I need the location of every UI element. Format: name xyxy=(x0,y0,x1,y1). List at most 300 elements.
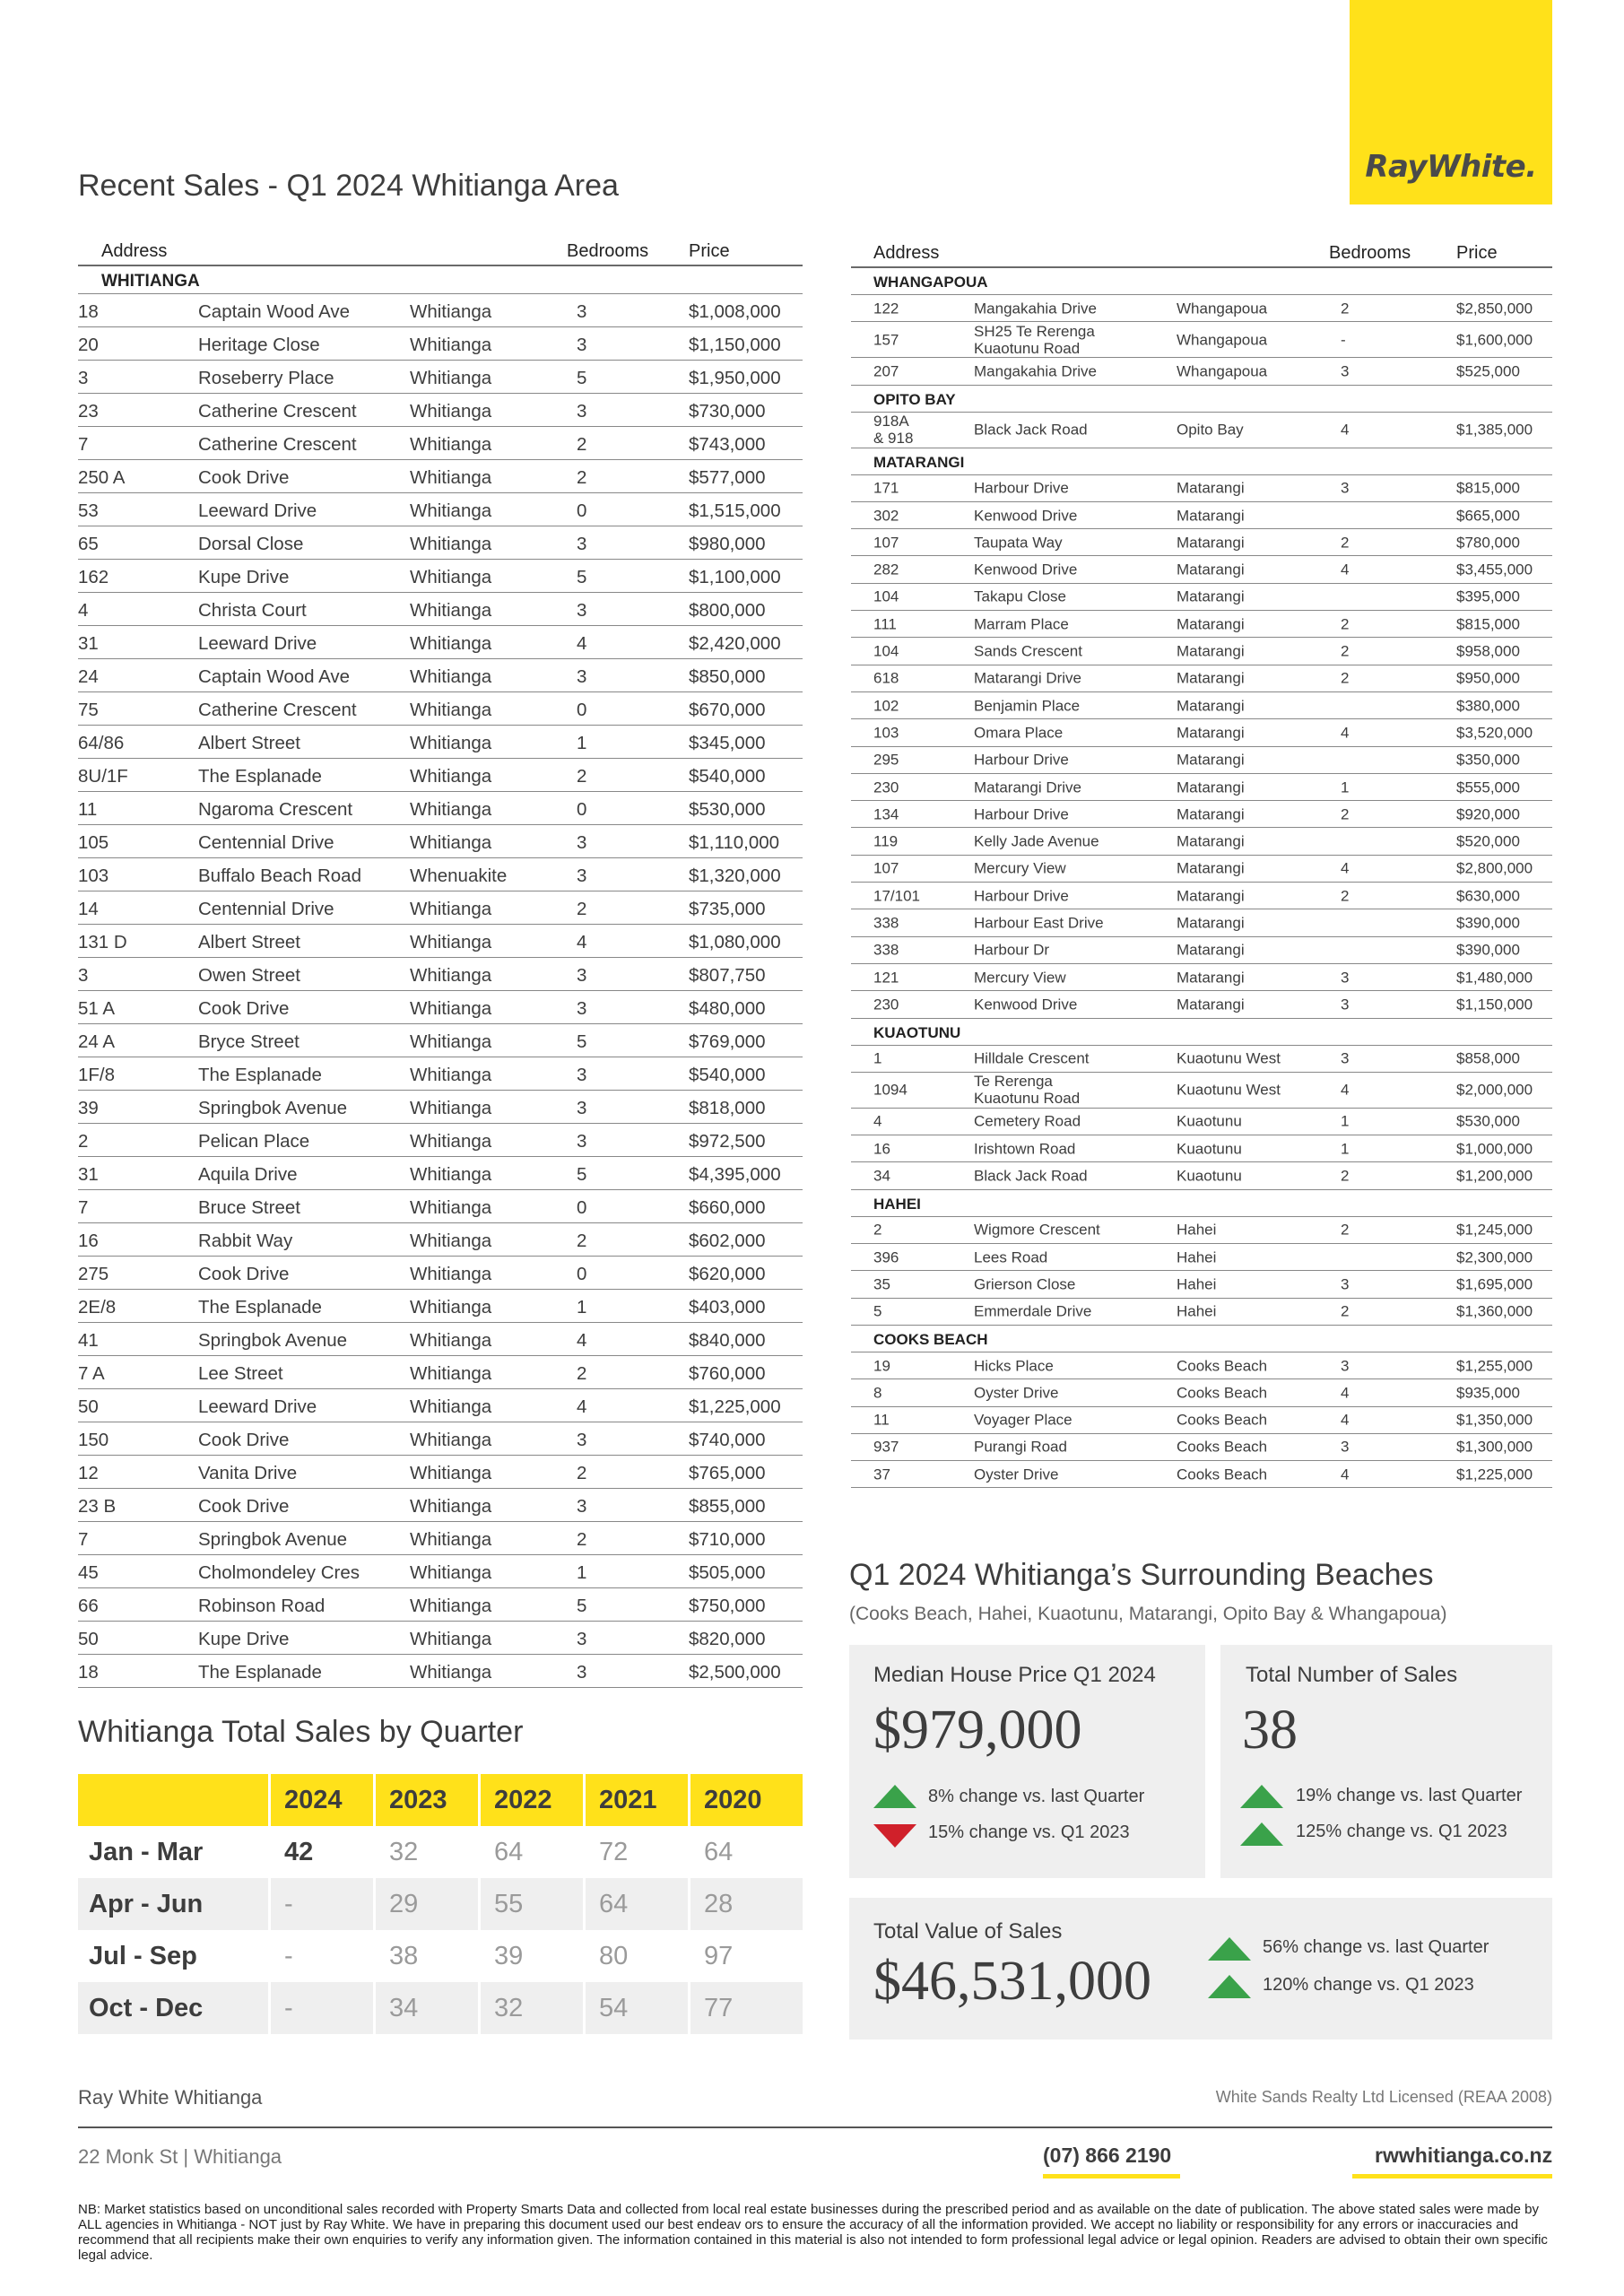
address-number: 121 xyxy=(873,969,899,987)
price: $1,255,000 xyxy=(1456,1357,1533,1375)
street-name: Irishtown Road xyxy=(974,1140,1076,1158)
count-value: 38 xyxy=(1242,1700,1298,1761)
price: $765,000 xyxy=(689,1463,766,1483)
street-name: Springbok Avenue xyxy=(198,1330,348,1351)
count-change-quarter: 19% change vs. last Quarter xyxy=(1296,1786,1523,1805)
footer-website: rwwhitianga.co.nz xyxy=(1375,2144,1553,2167)
address-number: 18 xyxy=(78,1662,99,1683)
bedrooms: 0 xyxy=(577,700,587,720)
total-value: $46,531,000 xyxy=(873,1951,1151,2012)
table-row xyxy=(851,774,1552,801)
address-number: 3 xyxy=(78,368,89,388)
table-row xyxy=(78,958,803,991)
bedrooms: 3 xyxy=(1341,362,1350,380)
quarter-value: 34 xyxy=(389,1994,419,2022)
price: $740,000 xyxy=(689,1430,766,1450)
suburb: Whitianga xyxy=(410,500,492,521)
price: $390,000 xyxy=(1456,914,1520,932)
suburb: Whitianga xyxy=(410,600,492,621)
total-label: Total Value of Sales xyxy=(873,1919,1063,1944)
suburb: Whitianga xyxy=(410,1496,492,1517)
suburb: Whitianga xyxy=(410,1297,492,1318)
table-row xyxy=(851,856,1552,883)
street-name: Mercury View xyxy=(974,969,1066,987)
table-row xyxy=(78,427,803,460)
bedrooms: 3 xyxy=(577,666,587,687)
address-number: 338 xyxy=(873,941,899,959)
suburb: Whitianga xyxy=(410,700,492,720)
suburb: Whitianga xyxy=(410,1430,492,1450)
suburb: Whitianga xyxy=(410,301,492,322)
table-row xyxy=(78,626,803,659)
suburb: Matarangi xyxy=(1177,832,1245,850)
quarter-value: 80 xyxy=(599,1942,629,1970)
street-name: Cook Drive xyxy=(198,1430,290,1450)
table-row xyxy=(851,1046,1552,1073)
price: $1,080,000 xyxy=(689,932,781,952)
price: $1,350,000 xyxy=(1456,1411,1533,1429)
address-number: 11 xyxy=(78,799,98,820)
bedrooms: 4 xyxy=(1341,561,1350,578)
quarter-value: 64 xyxy=(599,1890,629,1918)
street-name: Omara Place xyxy=(974,724,1064,742)
street-name: Harbour Dr xyxy=(974,941,1050,959)
street-name: Emmerdale Drive xyxy=(974,1302,1092,1320)
street-name: The Esplanade xyxy=(198,766,322,787)
suburb: Kuaotunu xyxy=(1177,1167,1242,1185)
column-divider xyxy=(583,1774,586,2034)
street-name: Ngaroma Crescent xyxy=(198,799,353,820)
suburb: Whitianga xyxy=(410,1529,492,1550)
suburb: Kuaotunu xyxy=(1177,1140,1242,1158)
quarter-table-title: Whitianga Total Sales by Quarter xyxy=(78,1715,524,1749)
table-row xyxy=(78,1091,803,1124)
price: $815,000 xyxy=(1456,615,1520,633)
table-row xyxy=(851,665,1552,692)
street-name: Marram Place xyxy=(974,615,1069,633)
street-name: Benjamin Place xyxy=(974,697,1081,715)
street-name: Kenwood Drive xyxy=(974,561,1078,578)
address-number: 107 xyxy=(873,859,899,877)
total-change-year: 120% change vs. Q1 2023 xyxy=(1263,1975,1474,1995)
address-number: 16 xyxy=(78,1231,99,1251)
bedrooms: 5 xyxy=(577,368,587,388)
brand-logo-box xyxy=(1350,0,1552,204)
table-row xyxy=(851,1461,1552,1488)
bedrooms: 4 xyxy=(577,633,587,654)
address-number: 119 xyxy=(873,832,899,850)
price: $980,000 xyxy=(689,534,766,554)
street-name: Matarangi Drive xyxy=(974,669,1081,687)
bedrooms: 3 xyxy=(1341,479,1350,497)
address-number: 66 xyxy=(78,1596,99,1616)
address-number: 162 xyxy=(78,567,109,587)
price: $3,455,000 xyxy=(1456,561,1533,578)
street-name: Mangakahia Drive xyxy=(974,362,1098,380)
price: $480,000 xyxy=(689,998,766,1019)
price: $972,500 xyxy=(689,1131,766,1152)
suburb: Kuaotunu xyxy=(1177,1112,1242,1130)
street-name: Takapu Close xyxy=(974,587,1067,605)
street-name: Aquila Drive xyxy=(198,1164,298,1185)
bedrooms: 3 xyxy=(1341,1049,1350,1067)
table-row xyxy=(851,692,1552,719)
address-number: 65 xyxy=(78,534,99,554)
header-bedrooms: Bedrooms xyxy=(1329,243,1411,263)
price: $710,000 xyxy=(689,1529,766,1550)
bedrooms: 3 xyxy=(1341,969,1350,987)
down-arrow-icon xyxy=(873,1824,916,1848)
quarter-sales-table xyxy=(78,1774,803,2034)
bedrooms: 2 xyxy=(577,1231,587,1251)
bedrooms: 2 xyxy=(1341,642,1350,660)
bedrooms: - xyxy=(1341,331,1346,349)
street-name: Kenwood Drive xyxy=(974,996,1078,1013)
table-row xyxy=(851,964,1552,991)
street-name: Harbour Drive xyxy=(974,805,1069,823)
street-name: Buffalo Beach Road xyxy=(198,865,361,886)
table-row xyxy=(851,909,1552,936)
suburb: Whitianga xyxy=(410,1396,492,1417)
price: $345,000 xyxy=(689,733,766,753)
bedrooms: 2 xyxy=(577,1363,587,1384)
column-divider xyxy=(373,1774,376,2034)
bedrooms: 3 xyxy=(1341,1438,1350,1456)
table-row xyxy=(851,556,1552,583)
address-number: 103 xyxy=(873,724,899,742)
table-row xyxy=(78,1057,803,1091)
address-number: 295 xyxy=(873,751,899,769)
bedrooms: 3 xyxy=(577,998,587,1019)
table-row xyxy=(851,358,1552,385)
price: $390,000 xyxy=(1456,941,1520,959)
suburb: Whitianga xyxy=(410,633,492,654)
suburb: Matarangi xyxy=(1177,751,1245,769)
street-name: Hicks Place xyxy=(974,1357,1054,1375)
table-row xyxy=(851,584,1552,611)
suburb: Matarangi xyxy=(1177,996,1245,1013)
street-name: Cook Drive xyxy=(198,998,290,1019)
quarter-value: 77 xyxy=(704,1994,734,2022)
suburb: Matarangi xyxy=(1177,507,1245,525)
quarter-value: 55 xyxy=(494,1890,524,1918)
table-row xyxy=(78,1157,803,1190)
up-arrow-icon xyxy=(1208,1937,1251,1961)
address-number: 134 xyxy=(873,805,899,823)
section-heading xyxy=(851,448,1552,475)
bedrooms: 0 xyxy=(577,1197,587,1218)
address-number: 24 xyxy=(78,666,99,687)
table-row xyxy=(851,1217,1552,1244)
table-row xyxy=(78,991,803,1024)
price: $769,000 xyxy=(689,1031,766,1052)
street-name: The Esplanade xyxy=(198,1662,322,1683)
price: $395,000 xyxy=(1456,587,1520,605)
address-number: 4 xyxy=(78,600,89,621)
section-name: MATARANGI xyxy=(873,453,965,471)
table-row xyxy=(78,1489,803,1522)
address-number: 45 xyxy=(78,1562,99,1583)
suburb: Whitianga xyxy=(410,1098,492,1118)
street-name: Grierson Close xyxy=(974,1275,1076,1293)
bedrooms: 2 xyxy=(577,766,587,787)
quarter-value: 97 xyxy=(704,1942,734,1970)
bedrooms: 3 xyxy=(577,401,587,422)
bedrooms: 4 xyxy=(577,932,587,952)
section-heading xyxy=(851,1019,1552,1046)
quarter-value: 32 xyxy=(494,1994,524,2022)
quarter-value: 38 xyxy=(389,1942,419,1970)
up-arrow-icon xyxy=(873,1785,916,1808)
price: $750,000 xyxy=(689,1596,766,1616)
address-number: 50 xyxy=(78,1629,99,1649)
bedrooms: 3 xyxy=(1341,1275,1350,1293)
table-row xyxy=(851,719,1552,746)
address-number: 41 xyxy=(78,1330,99,1351)
address-number: 7 A xyxy=(78,1363,105,1384)
year-header: 2021 xyxy=(599,1786,657,1814)
suburb: Cooks Beach xyxy=(1177,1438,1268,1456)
street-name: Voyager Place xyxy=(974,1411,1073,1429)
suburb: Matarangi xyxy=(1177,969,1245,987)
bedrooms: 4 xyxy=(1341,1465,1350,1483)
table-row xyxy=(851,801,1552,828)
street-name: Kupe Drive xyxy=(198,567,290,587)
bedrooms: 3 xyxy=(577,1629,587,1649)
table-row xyxy=(851,295,1552,322)
section-heading xyxy=(851,1190,1552,1217)
bedrooms: 3 xyxy=(577,1662,587,1683)
table-row xyxy=(851,1407,1552,1434)
table-row xyxy=(851,1434,1552,1461)
section-name: COOKS BEACH xyxy=(873,1330,988,1348)
street-name: Harbour East Drive xyxy=(974,914,1104,932)
bedrooms: 4 xyxy=(1341,1081,1350,1099)
address-number: 111 xyxy=(873,615,897,633)
bedrooms: 4 xyxy=(1341,1411,1350,1429)
address-number: 104 xyxy=(873,642,899,660)
address-number: 11 xyxy=(873,1411,890,1429)
section-heading xyxy=(78,266,803,294)
street-name: Sands Crescent xyxy=(974,642,1082,660)
quarter-value: 72 xyxy=(599,1838,629,1866)
price: $800,000 xyxy=(689,600,766,621)
suburb: Matarangi xyxy=(1177,534,1245,552)
address-number: 275 xyxy=(78,1264,109,1284)
suburb: Matarangi xyxy=(1177,587,1245,605)
table-row xyxy=(78,1622,803,1655)
address-number: 37 xyxy=(873,1465,890,1483)
suburb: Whangapoua xyxy=(1177,362,1268,380)
price: $577,000 xyxy=(689,467,766,488)
price: $1,320,000 xyxy=(689,865,781,886)
street-name: Roseberry Place xyxy=(198,368,334,388)
quarter-value: - xyxy=(284,1942,293,1970)
table-row xyxy=(78,327,803,361)
address-number: 396 xyxy=(873,1248,899,1266)
suburb: Whitianga xyxy=(410,1197,492,1218)
quarter-label: Jul - Sep xyxy=(89,1942,197,1970)
table-row xyxy=(78,1024,803,1057)
median-price-card xyxy=(849,1645,1205,1878)
quarter-row xyxy=(78,1878,803,1930)
address-number: 50 xyxy=(78,1396,99,1417)
street-name: Black Jack Road xyxy=(974,421,1088,439)
quarter-row xyxy=(78,1826,803,1878)
street-name: Cholmondeley Cres xyxy=(198,1562,360,1583)
table-row xyxy=(78,1223,803,1257)
footer-phone: (07) 866 2190 xyxy=(1043,2144,1172,2167)
address-number: 7 xyxy=(78,1197,89,1218)
suburb: Matarangi xyxy=(1177,859,1245,877)
count-change-year: 125% change vs. Q1 2023 xyxy=(1296,1822,1507,1841)
price: $530,000 xyxy=(1456,1112,1520,1130)
address-number: 4 xyxy=(873,1112,882,1130)
bedrooms: 3 xyxy=(577,1065,587,1085)
section-name: OPITO BAY xyxy=(873,390,956,408)
address-number: 7 xyxy=(78,1529,89,1550)
table-row xyxy=(851,1299,1552,1326)
price: $530,000 xyxy=(689,799,766,820)
median-value: $979,000 xyxy=(873,1700,1082,1761)
suburb: Cooks Beach xyxy=(1177,1384,1268,1402)
beaches-subtitle: (Cooks Beach, Hahei, Kuaotunu, Matarangi, Opito Bay & Whangapoua) xyxy=(849,1604,1447,1624)
address-number: 2 xyxy=(873,1221,882,1239)
price: $855,000 xyxy=(689,1496,766,1517)
suburb: Hahei xyxy=(1177,1275,1217,1293)
street-name: Catherine Crescent xyxy=(198,401,357,422)
price: $1,150,000 xyxy=(689,335,781,355)
price: $2,850,000 xyxy=(1456,300,1533,317)
suburb: Whitianga xyxy=(410,1131,492,1152)
price: $735,000 xyxy=(689,899,766,919)
table-row xyxy=(78,925,803,958)
street-name: Matarangi Drive xyxy=(974,778,1081,796)
address-number: 31 xyxy=(78,633,99,654)
bedrooms: 2 xyxy=(1341,805,1350,823)
suburb: Whitianga xyxy=(410,899,492,919)
suburb: Whitianga xyxy=(410,932,492,952)
suburb: Whitianga xyxy=(410,1629,492,1649)
suburb: Whitianga xyxy=(410,567,492,587)
price: $820,000 xyxy=(689,1629,766,1649)
price: $403,000 xyxy=(689,1297,766,1318)
section-heading xyxy=(851,268,1552,295)
suburb: Whitianga xyxy=(410,832,492,853)
surrounding-sales-table xyxy=(851,239,1552,1488)
bedrooms: 3 xyxy=(577,301,587,322)
street-name: Taupata Way xyxy=(974,534,1063,552)
year-header: 2020 xyxy=(704,1786,762,1814)
price: $1,225,000 xyxy=(689,1396,781,1417)
table-row xyxy=(851,413,1552,448)
table-row xyxy=(851,1352,1552,1379)
price: $815,000 xyxy=(1456,479,1520,497)
quarter-value: 64 xyxy=(704,1838,734,1866)
address-number: 23 xyxy=(78,401,99,422)
street-name: Lee Street xyxy=(198,1363,283,1384)
street-name: Springbok Avenue xyxy=(198,1529,348,1550)
quarter-row xyxy=(78,1982,803,2034)
suburb: Matarangi xyxy=(1177,805,1245,823)
bedrooms: 3 xyxy=(577,1098,587,1118)
table-row xyxy=(851,747,1552,774)
bedrooms: 3 xyxy=(577,865,587,886)
bedrooms: 4 xyxy=(577,1330,587,1351)
address-number: 16 xyxy=(873,1140,890,1158)
suburb: Whitianga xyxy=(410,998,492,1019)
website-underline xyxy=(1352,2174,1552,2179)
table-row xyxy=(78,1190,803,1223)
street-name: Bruce Street xyxy=(198,1197,300,1218)
price: $520,000 xyxy=(1456,832,1520,850)
bedrooms: 2 xyxy=(1341,669,1350,687)
street-name: Te Rerenga Kuaotunu Road xyxy=(974,1073,1081,1108)
sales-count-card xyxy=(1220,1645,1552,1878)
bedrooms: 1 xyxy=(1341,1140,1350,1158)
table-row xyxy=(78,560,803,593)
header-price: Price xyxy=(689,241,730,261)
suburb: Matarangi xyxy=(1177,669,1245,687)
table-row xyxy=(851,502,1552,529)
address-number: 1 xyxy=(873,1049,882,1067)
address-number: 8U/1F xyxy=(78,766,128,787)
suburb: Whangapoua xyxy=(1177,300,1268,317)
year-header: 2022 xyxy=(494,1786,552,1814)
address-number: 2 xyxy=(78,1131,89,1152)
bedrooms: 3 xyxy=(577,832,587,853)
address-number: 230 xyxy=(873,996,899,1013)
street-name: Leeward Drive xyxy=(198,1396,317,1417)
address-number: 3 xyxy=(78,965,89,986)
page-title: Recent Sales - Q1 2024 Whitianga Area xyxy=(78,169,619,203)
street-name: Vanita Drive xyxy=(198,1463,298,1483)
price: $958,000 xyxy=(1456,642,1520,660)
suburb: Opito Bay xyxy=(1177,421,1244,439)
bedrooms: 1 xyxy=(1341,1112,1350,1130)
bedrooms: 2 xyxy=(1341,300,1350,317)
median-label: Median House Price Q1 2024 xyxy=(873,1663,1156,1687)
bedrooms: 3 xyxy=(577,1131,587,1152)
street-name: Leeward Drive xyxy=(198,500,317,521)
suburb: Matarangi xyxy=(1177,642,1245,660)
quarter-value: - xyxy=(284,1994,293,2022)
street-name: Robinson Road xyxy=(198,1596,326,1616)
table-row xyxy=(851,1162,1552,1189)
street-name: Wigmore Crescent xyxy=(974,1221,1100,1239)
street-name: Mangakahia Drive xyxy=(974,300,1098,317)
price: $1,600,000 xyxy=(1456,331,1533,349)
table-row xyxy=(78,593,803,626)
address-number: 5 xyxy=(873,1302,882,1320)
address-number: 104 xyxy=(873,587,899,605)
street-name: Hilldale Crescent xyxy=(974,1049,1090,1067)
price: $380,000 xyxy=(1456,697,1520,715)
bedrooms: 1 xyxy=(577,1562,587,1583)
price: $1,200,000 xyxy=(1456,1167,1533,1185)
address-number: 150 xyxy=(78,1430,109,1450)
street-name: Oyster Drive xyxy=(974,1465,1059,1483)
footer-office: Ray White Whitianga xyxy=(78,2086,263,2109)
address-number: 19 xyxy=(873,1357,890,1375)
table-row xyxy=(851,322,1552,358)
street-name: Harbour Drive xyxy=(974,887,1069,905)
street-name: Kenwood Drive xyxy=(974,507,1078,525)
bedrooms: 4 xyxy=(1341,859,1350,877)
street-name: SH25 Te Rerenga Kuaotunu Road xyxy=(974,322,1095,357)
price: $620,000 xyxy=(689,1264,766,1284)
address-number: 937 xyxy=(873,1438,899,1456)
